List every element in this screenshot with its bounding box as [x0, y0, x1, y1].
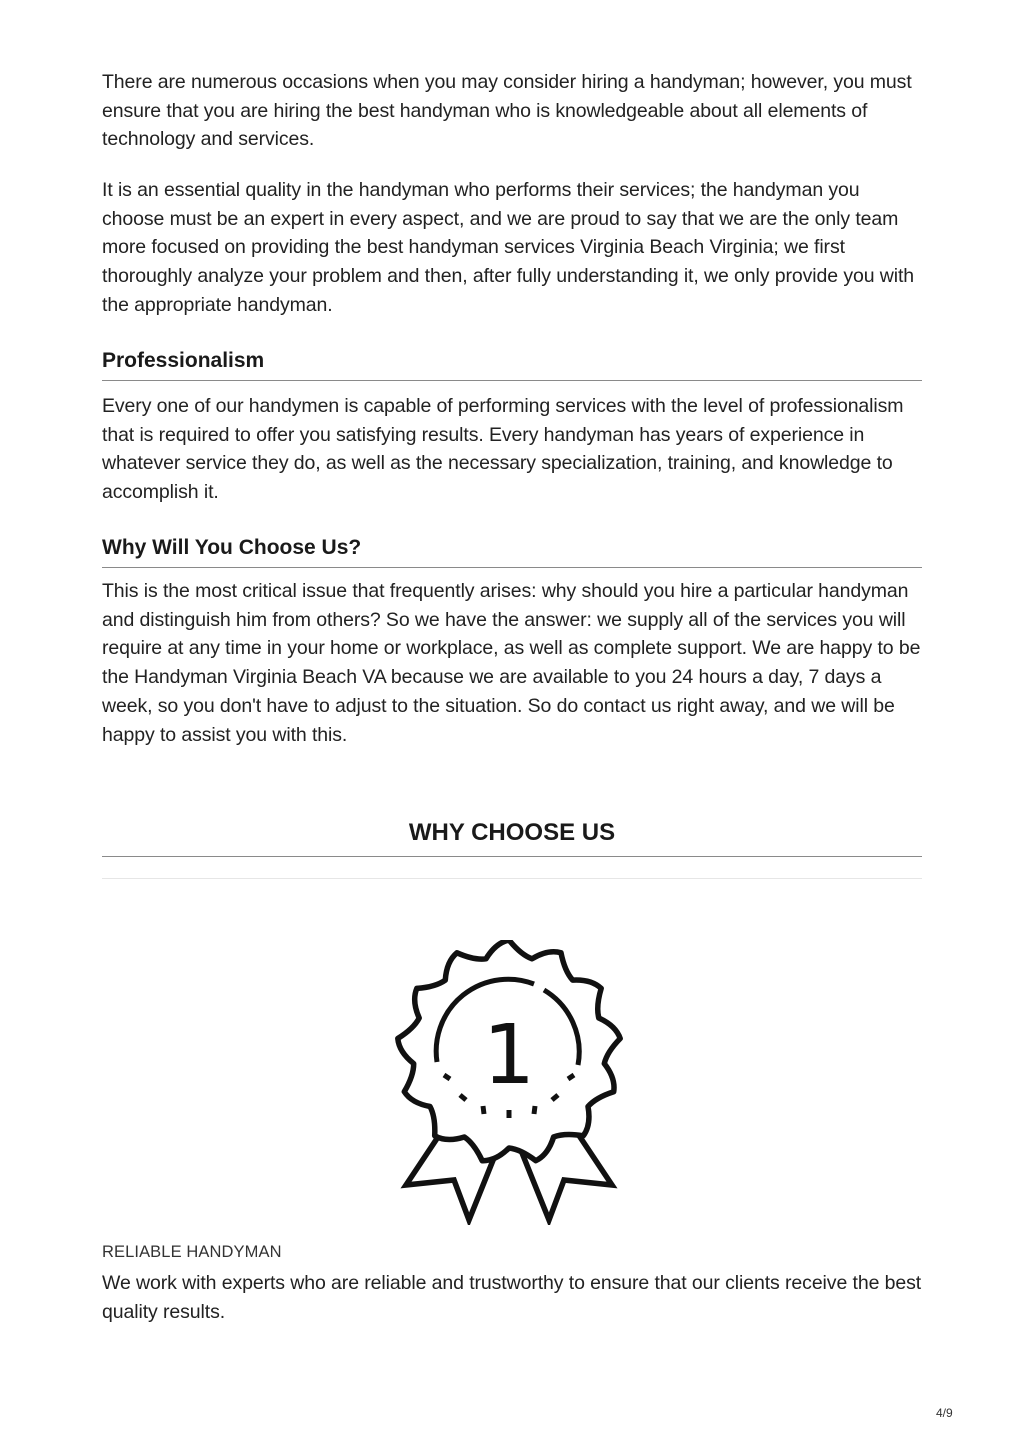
intro-paragraph-1: There are numerous occasions when you may consider hiring a handyman; however, you must ensure that you are hiring the best handyman who is knowledgeable about all elements of technology and services. [102, 71, 912, 151]
feature-description: We work with experts who are reliable and trustworthy to ensure that our clients receive the best quality results. [102, 1272, 922, 1323]
feature-title: RELIABLE HANDYMAN [102, 1243, 282, 1261]
page-number: 4/9 [936, 1406, 953, 1420]
professionalism-heading: Professionalism [102, 348, 922, 381]
why-choose-paragraph: This is the most critical issue that frequently arises: why should you hire a particular handyman and distinguish him from others? So we have the answer: we supply all of the services you will require at any time in your home or workplace, as well as complete support. We are happy to be the Handyman Virginia Beach VA because we are available to you 24 hours a day, 7 days a week, so you don't have to adjust to the situation. So do contact us right away, and we will be happy to assist you with this. [102, 580, 921, 746]
professionalism-paragraph: Every one of our handymen is capable of performing services with the level of professionalism that is required to offer you satisfying results. Every handyman has years of experience in whatever service they do, as well as the necessary specialization, training, and knowledge to accomplish it. [102, 395, 904, 504]
badge-number: 1 [482, 1008, 536, 1103]
award-ribbon-icon [384, 940, 634, 1225]
section-divider [102, 878, 922, 879]
why-choose-us-title: WHY CHOOSE US [102, 818, 922, 857]
why-choose-heading: Why Will You Choose Us? [102, 535, 922, 568]
intro-paragraph-2: It is an essential quality in the handyman who performs their services; the handyman you choose must be an expert in every aspect, and we are proud to say that we are the only team more focused on providing the best handyman services Virginia Beach Virginia; we first thoroughly analyze your problem and then, after fully understanding it, we only provide you with the appropriate handyman. [102, 179, 915, 316]
